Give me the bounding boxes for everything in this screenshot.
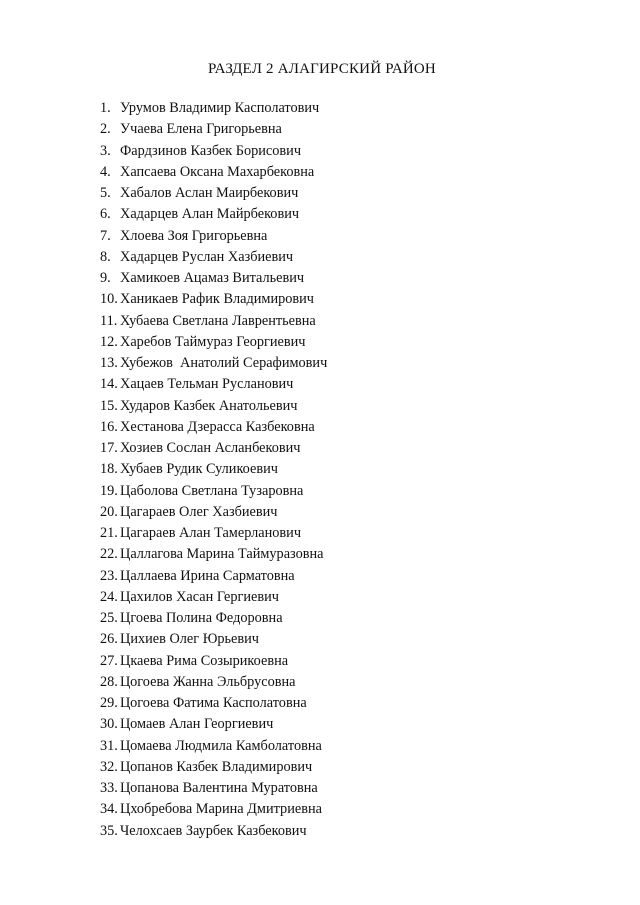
- item-name: Цаллаева Ирина Сарматовна: [120, 567, 295, 584]
- list-item: [100, 438, 327, 459]
- item-name: Урумов Владимир Касполатович: [120, 100, 320, 116]
- item-name: Цопанова Валентина Муратовна: [120, 780, 318, 796]
- item-number: 24.: [100, 588, 118, 605]
- item-name: Хамикоев Ацамаз Витальевич: [120, 270, 305, 286]
- item-number: 32.: [100, 758, 118, 775]
- item-name: Хубаев Рудик Суликоевич: [120, 461, 278, 478]
- item-number: 12.: [100, 333, 118, 350]
- item-number: 17.: [100, 440, 118, 456]
- list-item: [100, 587, 327, 608]
- list-item: [100, 714, 327, 735]
- item-name: Цгоева Полина Федоровна: [120, 610, 283, 626]
- item-number: 2.: [100, 121, 111, 138]
- item-number: 4.: [100, 163, 111, 180]
- item-number: 5.: [100, 185, 111, 201]
- item-name: Цагараев Олег Хазбиевич: [120, 503, 278, 520]
- list-item: [100, 332, 327, 353]
- item-number: 25.: [100, 610, 118, 626]
- page-title: РАЗДЕЛ 2 АЛАГИРСКИЙ РАЙОН: [208, 61, 436, 77]
- item-number: 35.: [100, 822, 118, 839]
- item-number: 9.: [100, 270, 111, 286]
- list-item: [100, 162, 327, 183]
- item-name: Цахилов Хасан Гергиевич: [120, 588, 279, 605]
- item-name: Хубаева Светлана Лаврентьевна: [120, 312, 316, 329]
- list-item: [100, 396, 327, 417]
- item-name: Хадарцев Руслан Хазбиевич: [120, 248, 294, 265]
- list-item: [100, 226, 327, 247]
- item-number: 13.: [100, 355, 118, 371]
- item-name: Цкаева Рима Созырикоевна: [120, 652, 289, 669]
- item-number: 29.: [100, 695, 118, 711]
- item-number: 16.: [100, 418, 118, 435]
- list-item: [100, 651, 327, 672]
- item-name: Учаева Елена Григорьевна: [120, 121, 282, 138]
- item-number: 21.: [100, 525, 118, 541]
- list-item: [100, 608, 327, 629]
- item-name: Хубежов Анатолий Серафимович: [120, 355, 328, 371]
- item-name: Цхобребова Марина Дмитриевна: [120, 801, 322, 818]
- list-item: [100, 98, 327, 119]
- item-name: Цагараев Алан Тамерланович: [120, 525, 302, 541]
- list-item: [100, 523, 327, 544]
- item-name: Хозиев Сослан Асланбекович: [120, 440, 301, 456]
- item-name: Ханикаев Рафик Владимирович: [120, 291, 314, 308]
- list-item: [100, 481, 327, 502]
- list-item: [100, 459, 327, 480]
- list-item: [100, 799, 327, 820]
- list-item: [100, 502, 327, 523]
- item-number: 8.: [100, 248, 111, 265]
- item-number: 31.: [100, 737, 118, 754]
- list-item: [100, 204, 327, 225]
- item-name: Челохсаев Заурбек Казбекович: [120, 822, 307, 839]
- list-item: [100, 417, 327, 438]
- item-name: Фардзинов Казбек Борисович: [120, 142, 302, 159]
- item-number: 3.: [100, 142, 111, 159]
- list-item: [100, 141, 327, 162]
- item-number: 10.: [100, 291, 118, 308]
- item-number: 7.: [100, 227, 111, 244]
- item-number: 19.: [100, 482, 118, 499]
- item-name: Цомаев Алан Георгиевич: [120, 716, 274, 733]
- item-name: Цопанов Казбек Владимирович: [120, 758, 313, 775]
- item-number: 20.: [100, 503, 118, 520]
- item-number: 28.: [100, 673, 118, 690]
- item-name: Хабалов Аслан Маирбекович: [120, 185, 299, 201]
- item-name: Цаболова Светлана Тузаровна: [120, 482, 304, 499]
- item-name: Цогоева Жанна Эльбрусовна: [120, 673, 296, 690]
- item-number: 22.: [100, 546, 118, 563]
- item-number: 1.: [100, 100, 111, 116]
- item-name: Цаллагова Марина Таймуразовна: [120, 546, 324, 563]
- list-item: [100, 119, 327, 140]
- list-item: [100, 821, 327, 842]
- list-item: [100, 757, 327, 778]
- item-number: 6.: [100, 206, 111, 223]
- item-name: Хлоева Зоя Григорьевна: [120, 227, 268, 244]
- list-item: [100, 353, 327, 374]
- item-name: Хадарцев Алан Майрбекович: [120, 206, 300, 223]
- list-item: [100, 629, 327, 650]
- item-number: 23.: [100, 567, 118, 584]
- list-item: [100, 247, 327, 268]
- list-item: [100, 289, 327, 310]
- item-number: 11.: [100, 312, 118, 329]
- item-name: Харебов Таймураз Георгиевич: [120, 333, 306, 350]
- list-item: [100, 566, 327, 587]
- list-item: [100, 736, 327, 757]
- item-number: 18.: [100, 461, 118, 478]
- item-number: 26.: [100, 631, 118, 648]
- list-item: [100, 374, 327, 395]
- item-number: 33.: [100, 780, 118, 796]
- list-item: [100, 544, 327, 565]
- name-list: [100, 98, 327, 842]
- item-name: Хацаев Тельман Русланович: [120, 376, 294, 393]
- item-number: 15.: [100, 397, 118, 414]
- list-item: [100, 693, 327, 714]
- item-number: 14.: [100, 376, 118, 393]
- list-item: [100, 778, 327, 799]
- list-item: [100, 311, 327, 332]
- item-name: Хапсаева Оксана Махарбековна: [120, 163, 315, 180]
- list-item: [100, 268, 327, 289]
- item-name: Цомаева Людмила Камболатовна: [120, 737, 322, 754]
- item-number: 34.: [100, 801, 118, 818]
- list-item: [100, 183, 327, 204]
- item-number: 30.: [100, 716, 118, 733]
- item-name: Цогоева Фатима Касполатовна: [120, 695, 307, 711]
- item-name: Цихиев Олег Юрьевич: [120, 631, 259, 648]
- item-name: Хударов Казбек Анатольевич: [120, 397, 298, 414]
- item-name: Хестанова Дзерасса Казбековна: [120, 418, 315, 435]
- list-item: [100, 672, 327, 693]
- item-number: 27.: [100, 652, 118, 669]
